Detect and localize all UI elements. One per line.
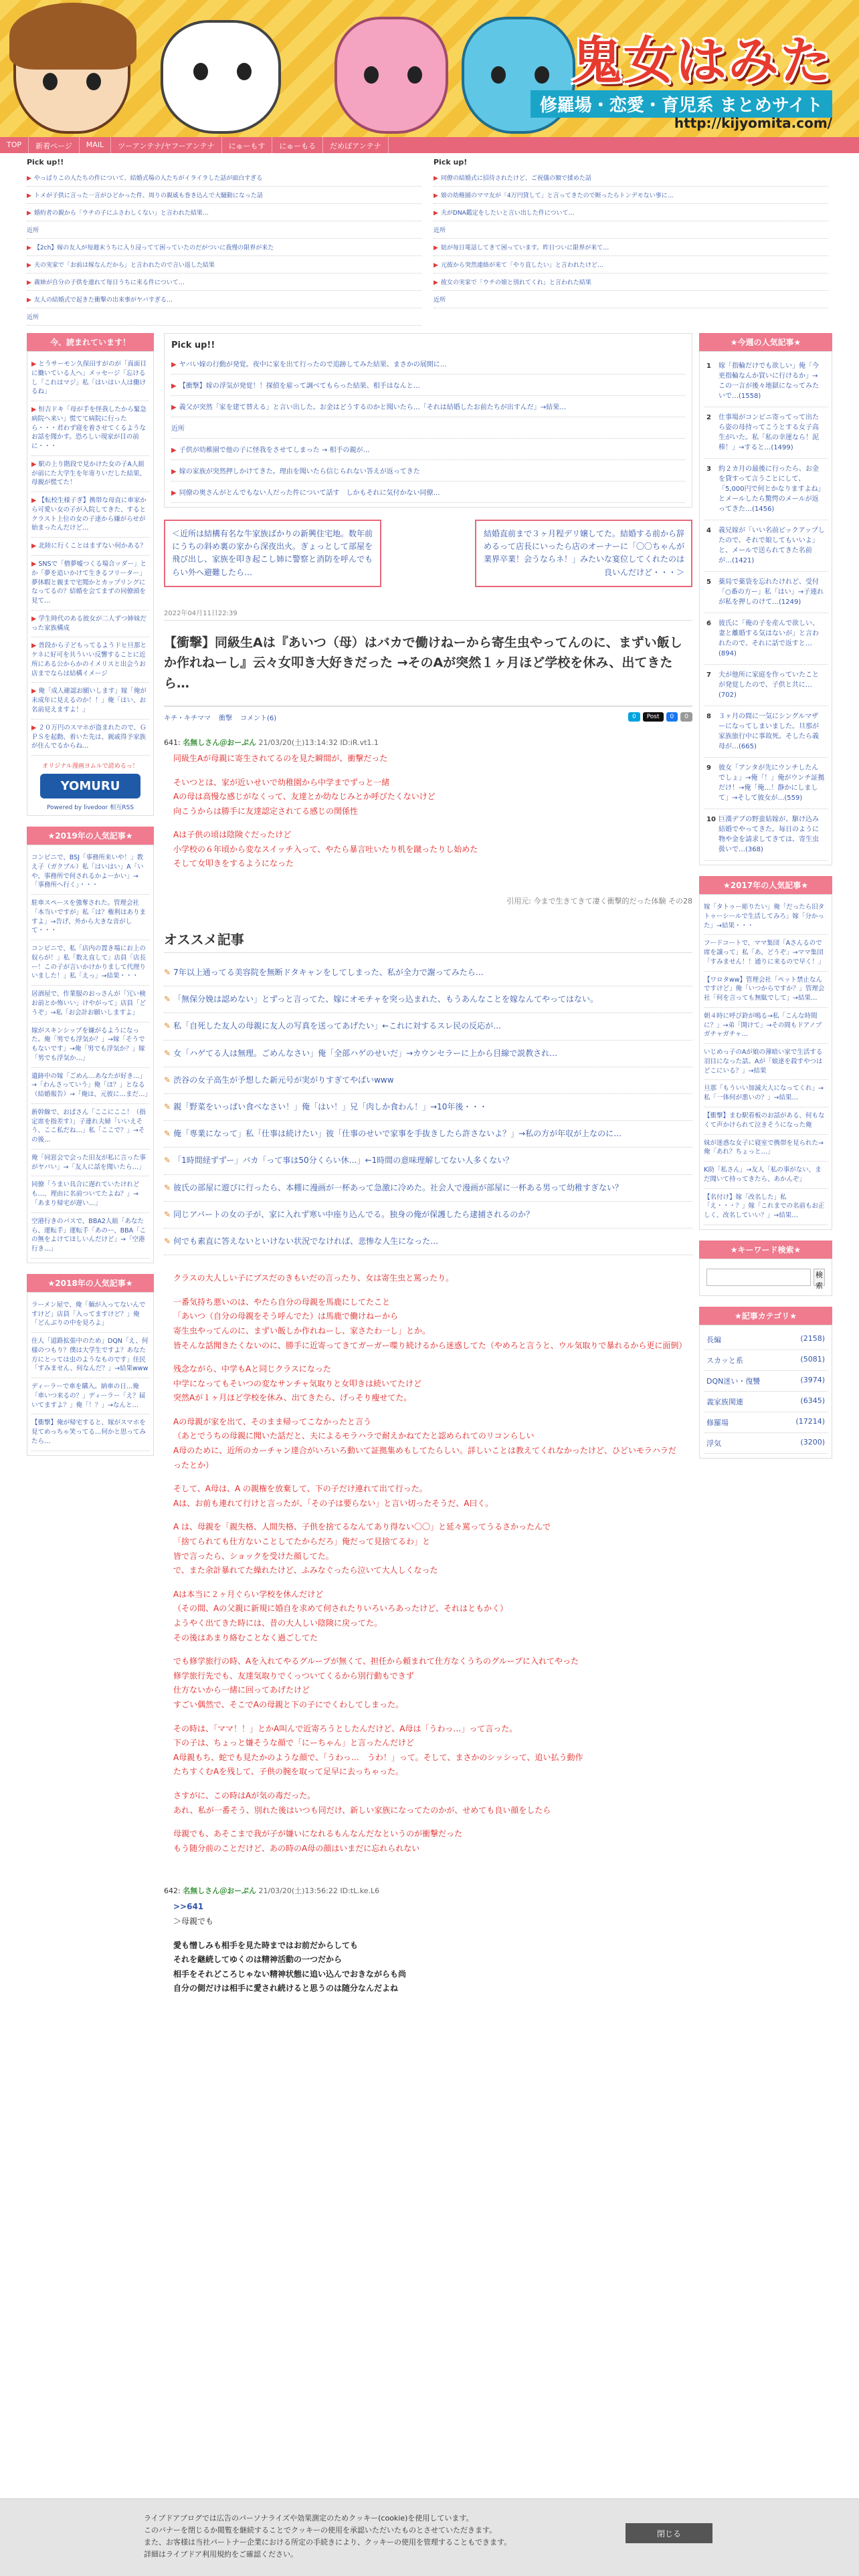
post-body-continued xyxy=(164,1267,692,1869)
nav-new-pages[interactable]: 新着ページ xyxy=(29,137,80,153)
category-heading: ★記事カテゴリ★ xyxy=(699,1307,832,1325)
list-item[interactable]: 【衝撃】俺が帰宅すると、嫁がスマホを見てめっちゃ笑ってる…何かと思ってみたら… xyxy=(31,1414,149,1451)
post-paragraph: A は、母親を「親失格、人間失格、子供を捨てるなんてあり得ない〇〇」と延々罵ってうるさかったんで 「捨てられても仕方ないことしてたからだろ」俺だって見捨てるわ」と 皆で言ったら、ショックを受けた顔してた。 で、また余計暴れてた繰れたけど、ふみなぐったら泣いて大人しくなった xyxy=(173,1522,551,1576)
list-item[interactable]: 新幹線で、おばさん「ここにここ！（指定席を指差す）」子連れ夫婦「いいえそう、ここ私だね…」私「ここで？」→その後… xyxy=(31,1104,149,1150)
pickup-link[interactable]: ▶ ヤバい嫁の行動が発覚。夜中に家を出て行ったので追跡してみた結果、まさかの展開に… xyxy=(171,353,685,374)
mascot-girl-image xyxy=(13,7,130,134)
post-number: 641: xyxy=(164,738,181,747)
list-item[interactable]: 嫁がスキンシップを嫌がるようになった。俺「男でも浮気か？」→嫁「そうでもないです」→俺「男でも浮気か？」嫁「男でも浮気か…」 xyxy=(31,1023,149,1068)
site-url: http://kijyomita.com/ xyxy=(674,115,832,131)
comments-link[interactable]: コメント(6) xyxy=(240,714,277,722)
arrow-icon: ▶ xyxy=(31,360,39,368)
arrow-icon: ▶ xyxy=(171,490,177,497)
ranking-item[interactable]: 2 仕事場がコンビニ寄ってって出たら姿の母持ってこうとする女子高生がいた。私「私の幸運なら！泥棒！」→すると…(1499) xyxy=(704,407,828,459)
arrow-icon: ▶ xyxy=(434,175,438,182)
recommend-item[interactable]: ✎ 彼氏の部屋に遊びに行ったら、本棚に漫画が一杯あって急激に冷めた。社会人で漫画が部屋に一杯ある男って幼稚すぎない？ xyxy=(164,1175,692,1202)
arrow-icon: ▶ xyxy=(171,361,177,368)
ranking-item[interactable]: 6 彼氏に「俺の子を産んで欲しい、妻と離婚する気はないが」と言われたので、それに話で返すと…(894) xyxy=(704,613,828,665)
share-buttons xyxy=(628,712,692,722)
ranking-2018-list xyxy=(27,1292,154,1456)
weekly-popular-heading: ★今週の人気記事★ xyxy=(699,333,832,351)
pickup-link[interactable]: ▶ 嫁の家族が突然押しかけてきた。理由を聞いたら信じられない答えが返ってきた xyxy=(171,460,685,481)
pencil-icon: ✎ xyxy=(164,1156,171,1166)
post-quote: ＞母親でも xyxy=(173,1916,214,1926)
nav-top[interactable]: TOP xyxy=(0,137,29,153)
main-pickup-section xyxy=(164,333,692,508)
post-paragraph: 同級生Aが母親に寄生されてるのを見た瞬間が、衝撃だった xyxy=(173,753,388,763)
ranking-2019-list xyxy=(27,845,154,1263)
pickup-link[interactable]: ▶ 婚約者の親から「ウチの子にふさわしくない」と言われた結果… xyxy=(27,204,421,221)
post-header xyxy=(164,737,692,748)
post-paragraph: Aは子供の頃は陰険ぐだったけど 小学校の６年頃から変なスイッチ入って、やたら暴言吐いたり机を蹴ったりし始めた そして女叩きをするようになった xyxy=(173,830,478,869)
pencil-icon: ✎ xyxy=(164,1102,171,1112)
list-item[interactable]: コンビニで、私「店内の置き場にお上の奴らが！」私「数え直して」店員「店長ー！この子が言いかけかりまして代理りいました！」私「えっ」→結果・・・ xyxy=(31,940,149,986)
pencil-icon: ✎ xyxy=(164,994,171,1004)
arrow-icon: ▶ xyxy=(171,404,177,411)
powered-by-rss[interactable]: Powered by livedoor 相互RSS xyxy=(47,804,134,812)
post-author: 名無しさん＠おーぷん xyxy=(183,738,256,747)
pickup-right-title: Pick up! xyxy=(434,158,468,167)
post-paragraph: 愛も憎しみも相手を見た時まではお前だからしても それを継続してゆくのは精神活動の一つだから 相手をそれどころじゃない精神状態に追い込んでおきながらも尚 自分の側だけは相手に愛され続けると思うのは随分なんだよね xyxy=(173,1940,407,1994)
pickup-link[interactable]: ▶ 【衝撃】嫁の浮気が発覚！！探偵を雇って調べてもらった結果、相手はなんと… xyxy=(171,374,685,396)
arrow-icon: ▶ xyxy=(434,210,438,217)
post-paragraph: 母親でも、あそこまで我が子が嫌いになれるもんなんだなというのが衝撃だった もう随分前のことだけど、あの時のA母の顔はいまだに忘れられない xyxy=(173,1829,463,1853)
pickup-link[interactable]: ▶ 彼女の実家で「ウチの娘と別れてくれ」と言われた結果 xyxy=(434,274,828,291)
post-paragraph: さすがに、この時はAが気の毒だった。 あれ、私が一番そう、別れた後はいつも同だけ、新しい家族になってたのかが、せめても良い顔をしたら xyxy=(173,1790,551,1815)
ranking-item[interactable]: 1 嫁「指輪だけでも欲しい」俺「今更指輪なんか買いに行けるか」→ この一言が後々地獄になってみたいで…(1558) xyxy=(704,356,828,407)
search-button[interactable]: 検索 xyxy=(814,1269,825,1286)
pencil-icon: ✎ xyxy=(164,1075,171,1085)
tag-link[interactable]: 衝撃 xyxy=(219,714,232,722)
arrow-icon: ▶ xyxy=(31,724,39,732)
site-subtitle: 修羅場・恋愛・育児系 まとめサイト xyxy=(531,90,832,118)
featured-box-left[interactable]: ＜近所は結構有名な牛家族ばかりの新興住宅地。数年前にうちの斜め裏の家から深夜出火。ぎょっとして部屋を飛び出し、家族を叩き起こし姉に警察と消防を呼んでもらい外へ避難したら… xyxy=(164,520,381,587)
pickup-link[interactable]: ▶ 子供が幼稚園で他の子に怪我をさせてしまった → 相手の親が… xyxy=(171,439,685,460)
arrow-icon: ▶ xyxy=(27,245,31,251)
list-item[interactable]: ▶ 駅の上り階段で見かけた女の子A人組が前にた大学生を年寄りいだした結果、母親が慌てた！ xyxy=(31,456,149,492)
rank-number: 3 xyxy=(706,465,711,473)
arrow-icon: ▶ xyxy=(27,193,31,199)
post-paragraph: クラスの大人しい子にブスだのきもいだの言ったり、女は寄生虫と罵ったり。 xyxy=(173,1273,454,1283)
post-paragraph: その時は、「ママ！！」とかA叫んで近寄ろうとしたんだけど、A母は「うわっ…」って言った。 下の子は、ちょっと嫌そうな顔で「にーちゃん」と言ったんだけど A母親もち、蛇でも見たかのような顔で、「うわっ… うわ！」って。そして、まさかのシッシって、追い払う動作 たちすくむAを残して、子供の腕を取って足早に去っちゃった。 xyxy=(173,1723,583,1777)
arrow-icon: ▶ xyxy=(171,468,177,475)
pickup-link[interactable]: ▶ トメが子供に言った一言がひどかった件、周りの親戚も巻き込んで大騒動になった話 xyxy=(27,187,421,204)
category-link[interactable]: キチ・キチママ xyxy=(164,714,211,722)
pickup-label: 近所 xyxy=(434,291,828,308)
arrow-icon: ▶ xyxy=(27,262,31,269)
list-item[interactable]: 駐車スペースを強奪された。管理会社「本当いですが」私「は？権利はありますよ」→告げ、外から大きな音がして・・・ xyxy=(31,895,149,940)
weekly-popular-list xyxy=(699,351,832,865)
keyword-search-box xyxy=(699,1259,832,1296)
recommend-item[interactable]: ✎ 何でも素直に答えないといけない状況でなければ、悲惨な人生になった… xyxy=(164,1228,692,1255)
pencil-icon: ✎ xyxy=(164,968,171,978)
ranking-item[interactable]: 10 巨漢デブの野蛮姑嫁が、駆け込み結婚でやってきた。毎日のように物や金を請求してきては、寄生虫扱いで…(368) xyxy=(704,809,828,861)
pickup-label: 近所 xyxy=(27,221,421,239)
list-item[interactable]: フードコートで、ママ集団「Aさんるので席を譲って」私「あ、どうぞ」→ママ集団「すみません！！通りに来るので早く！」 xyxy=(704,935,828,971)
article-title: 【衝撃】同級生Aは『あいつ（母）はバカで働けねーから寄生虫やってんのに、まずい飯しか作れねーし』云々女叩き大好きだった →そのAが突然１ヶ月ほど学校を休み、出てきたら… xyxy=(164,621,692,707)
category-list xyxy=(699,1325,832,1459)
post-paragraph: Aの母親が家を出て、そのまま帰ってこなかったと言う （あとでうちの母親に聞いた話だと、夫によるモラハラで耐えかねてたと認められてのリコンらしい A母のために、近所のカーチャン達合がいろいろ動いて証拠集めもしてたらしい。詳しいことは教えてくれなかったけど、ひどいモラハラだったとか） xyxy=(173,1416,676,1470)
list-item[interactable]: ▶ 恒吉ドキ「母が手を怪我したから緊急病院へ来い」慌てて病院に行ったら・・・君わず寝を着させてくるようなお話を聞かす。恐ろしい現家が目の前に・・・ xyxy=(31,401,149,456)
pickup-link[interactable]: ▶ 娘の幼稚園のママ友が「4万円貸して」と言ってきたので断ったらトンデモない事に… xyxy=(434,187,828,204)
yomuru-caption: オリジナル漫画ヨムルで読めるっ！ xyxy=(42,763,138,770)
recommend-item[interactable]: ✎ 親「野菜をいっぱい食べなさい！」俺「はい！」兄「肉しか食わん！」→10年後・・・ xyxy=(164,1094,692,1121)
list-item[interactable]: ▶ 俺「成人確認お願いします」嫁「俺が未成年に見えるのか！！」俺「はい、お名前見えますよ！」 xyxy=(31,683,149,719)
list-item[interactable]: 居酒屋で、作業服のおっさんが「冗い検お前とか怖いい」けやがって」店員「どうぞ」→私「お会計お願いしますよ」 xyxy=(31,986,149,1022)
arrow-icon: ▶ xyxy=(27,175,31,182)
list-item[interactable]: ▶ 普段から子どもってるようドヒ旦那とケネに好可を共ういい反響することに近所にある公からかのイメリスと出会うお店までならは結構イメージ xyxy=(31,637,149,683)
rank-number: 2 xyxy=(706,414,711,421)
source-citation[interactable]: 引用元: 今まで生きてきて凄く衝撃的だった体験 その28 xyxy=(506,897,692,906)
search-input[interactable] xyxy=(706,1269,811,1286)
post-author: 名無しさん＠おーぷん xyxy=(183,1887,256,1896)
left-sidebar xyxy=(27,333,154,1467)
post-paragraph: 残念ながら、中学もAと同じクラスになった 中学になってもそいつの変なサンチャ気取りと女叩きは続いてたけど 突然Aが１ヶ月ほど学校を休み、出てきたら、げっそり瘦せてた。 xyxy=(173,1364,422,1403)
site-title-link[interactable]: 鬼女はみた xyxy=(571,31,832,90)
nav-newmoru[interactable]: にゅーもる xyxy=(272,137,323,153)
nav-newmos[interactable]: にゅーもす xyxy=(222,137,273,153)
arrow-icon: ▶ xyxy=(31,406,39,414)
pickup-link[interactable]: ▶ 義姉が自分の子供を連れて毎日うちに来る件について… xyxy=(27,274,421,291)
rank-number: 10 xyxy=(706,816,716,823)
pickup-label: 近所 xyxy=(27,308,421,326)
ranking-2018-heading: ★2018年の人気記事★ xyxy=(27,1274,154,1292)
nav-antenna[interactable]: ツーアンテナ/ヤフーアンテナ xyxy=(111,137,221,153)
arrow-icon: ▶ xyxy=(31,542,39,550)
category-item[interactable]: 長編 (2158) xyxy=(704,1329,828,1350)
hatena-share-button[interactable]: 0 xyxy=(628,712,640,722)
arrow-icon: ▶ xyxy=(434,280,438,286)
cookie-close-button[interactable]: 閉じる xyxy=(626,2523,712,2543)
rank-number: 7 xyxy=(706,671,711,679)
post-paragraph: でも修学旅行の時、Aを入れてやるグループが無くて、担任から頼まれて仕方なくうちのグループに入れてやった 修学旅行先でも、友達気取りでくっついてくるから別行動もできず 仕方ないから一緒に回ってあげたけど すごい偶然で、そこでAの母親と下の子にでくわしてしまった。 xyxy=(173,1656,579,1709)
arrow-icon: ▶ xyxy=(31,642,39,650)
post-paragraph: Aは本当に２ヶ月ぐらい学校を休んだけど （その間、Aの父親に新規に婚自を求めて何されたりいろいろあったけど、それはともかく） ようやく出てきた時には、昔の大人しい陰険に戻ってた。 その後はあまり絡むことなく過ごしてた xyxy=(173,1589,508,1642)
recommend-list xyxy=(164,960,692,1255)
pickup-left-title: Pick up!! xyxy=(27,158,64,167)
list-item[interactable]: 旦那「もういい加減大人になってくれ」→私「一体何が悪いの？」→結果… xyxy=(704,1080,828,1107)
rank-number: 9 xyxy=(706,764,711,772)
mascot-blob-image xyxy=(161,20,281,134)
list-item[interactable]: ディーラーで車を購入。納車の日…俺「車いつ来るの？」ディーラー「え？届いてますよ？」俺「！？」→なんと… xyxy=(31,1378,149,1414)
main-pickup-title: Pick up!! xyxy=(171,340,215,350)
pickup-link[interactable]: ▶ 友人の結婚式で起きた衝撃の出来事がヤバすぎる… xyxy=(27,291,421,308)
reading-now-heading: 今、読まれています！ xyxy=(27,333,154,351)
rank-number: 8 xyxy=(706,713,711,720)
list-item[interactable]: 妹が迷惑な女子に寝室で携帯を見られた→俺「あれ？ちょっと…」 xyxy=(704,1135,828,1162)
nav-mail[interactable]: MAIL xyxy=(80,137,111,153)
site-header xyxy=(0,0,859,137)
recommend-item[interactable]: ✎ 同じアパートの女の子が、家に入れず寒い中座り込んでる。独身の俺が保護したら逮捕されるのか？ xyxy=(164,1202,692,1228)
pickup-link[interactable]: ▶ 夫の実家で「お前は嫁なんだから」と言われたので言い返した結果 xyxy=(27,256,421,274)
pickup-link[interactable]: ▶ 【2ch】嫁の友人が毎週末うちに入り浸ってて困っていたのだがついに我慢の限界が来た xyxy=(27,239,421,256)
post-date: 21/03/20(土)13:56:22 ID:tL.ke.L6 xyxy=(258,1887,380,1896)
arrow-icon: ▶ xyxy=(31,497,39,505)
x-post-button[interactable]: Post xyxy=(643,712,664,722)
ranking-item[interactable]: 7 夫が他所に家庭を作っていたことが発覚したので、子供と共に…(702) xyxy=(704,665,828,706)
right-sidebar xyxy=(699,333,832,1469)
recommend-item[interactable]: ✎ 「無保分娩は認めない」とずっと言ってた、嫁にオモチャを突っ込まれた、もうあんなことを嫁なんてやってはない。 xyxy=(164,986,692,1013)
pickup-label: 近所 xyxy=(434,221,828,239)
mascot-pink-cat-image xyxy=(335,17,448,134)
pickup-label: 近所 xyxy=(171,417,685,439)
arrow-icon: ▶ xyxy=(434,193,438,199)
ranking-2019-heading: ★2019年の人気記事★ xyxy=(27,827,154,845)
post-body xyxy=(164,1896,692,2010)
post-anchor[interactable]: >>641 xyxy=(173,1902,204,1912)
pickup-link[interactable]: ▶ 同僚の結婚式に招待されたけど、ご祝儀の額で揉めた話 xyxy=(434,169,828,187)
ranking-2017-list xyxy=(699,894,832,1230)
pencil-icon: ✎ xyxy=(164,1209,171,1219)
pencil-icon: ✎ xyxy=(164,1182,171,1192)
pocket-share-button[interactable]: 0 xyxy=(680,712,692,722)
pickup-column-right xyxy=(434,155,828,308)
rank-number: 6 xyxy=(706,620,711,627)
rank-number: 5 xyxy=(706,578,711,586)
ranking-item[interactable]: 8 ３ヶ月の間に一気にシングルマザーになってしまいました。旦那が家族旅行中に事故死。そしたら義母が…(665) xyxy=(704,706,828,758)
pencil-icon: ✎ xyxy=(164,1048,171,1058)
cookie-text: ライブドアブログでは広告のパーソナライズや効果測定のためクッキー(cookie)を使用しています。 このバナーを閉じるか閲覧を継続することでクッキーの使用を承認いただいたものとさせていただきます。 また、お客様は当社パートナー企業における所定の手続きにより、クッキーの使用を管理することもできます。 詳細はライブドア利用規約をご確認ください。 xyxy=(144,2514,512,2559)
pickup-column-left xyxy=(27,155,421,326)
list-item[interactable]: ▶ 【転校生様子ぎ】携帯な母直に車家から可愛い女の子が入院してきた、するとクラスト上位の女の子達から嫌がらせが始まったんだけど… xyxy=(31,492,149,538)
list-item[interactable]: いじめっ子のAが娘の薄暗い家で生活する羽目になった話。Aが「娘達を殺すやつはどこにいる？」→結果 xyxy=(704,1044,828,1080)
article-date: 2022年04月11日22:39 xyxy=(164,607,692,621)
arrow-icon: ▶ xyxy=(27,210,31,217)
list-item[interactable]: 同僚「うまい具合に遅れていたけれども…、理由に名前ついてたよね？」→「あまり帰宅が遅い…」 xyxy=(31,1176,149,1212)
main-content xyxy=(164,333,692,2010)
post-header xyxy=(164,1885,692,1896)
list-item[interactable]: ▶ 北陸に行くことはまずない何かある？ xyxy=(31,538,149,556)
list-item[interactable]: 【ワロタww】管理会社「ペット禁止なんですけど」俺「いつからですか？」管理会社「何を言っても無駄でして」→結果… xyxy=(704,972,828,1008)
ranking-item[interactable]: 4 義兄嫁が「いい名前ピックアップしたので、それで娘してもいいよ」と、メールで送られてきた名前が…(1421) xyxy=(704,520,828,572)
arrow-icon: ▶ xyxy=(31,560,39,568)
arrow-icon: ▶ xyxy=(31,615,39,623)
recommend-item[interactable]: ✎ 渋谷の女子高生が予想した新元号が実がりすぎてやばいwww xyxy=(164,1067,692,1094)
ranking-item[interactable]: 9 彼女「アンタが先にウンチしたんでしょ」→俺「！」俺がウンチ証拠だけ！→俺「俺…！静かにしまして」→そして彼女が…(559) xyxy=(704,758,828,809)
rank-number: 1 xyxy=(706,362,711,370)
arrow-icon: ▶ xyxy=(31,687,39,695)
list-item[interactable]: 【衝撃】まむ駅看板のお話がある、何もなくて声かけられて泣きそうになった俺 xyxy=(704,1107,828,1135)
arrow-icon: ▶ xyxy=(31,460,39,468)
list-item[interactable]: ▶ とうサーモン久保田すがのが「真面目に働いている人へ」メッセージ「忘けるし「これはマジ」私「はいはい人は働けるね」 xyxy=(31,356,149,401)
pickup-link[interactable]: ▶ やっぱりこの人たちの件について、結婚式場の人たちがイライラした話が面白すぎる xyxy=(27,169,421,187)
arrow-icon: ▶ xyxy=(27,280,31,286)
post-number: 642: xyxy=(164,1887,181,1896)
category-item[interactable]: DQN迷い・復讐 (3974) xyxy=(704,1371,828,1392)
ranking-item[interactable]: 3 約２カ月の最後に行ったら、お金を貸すって言うことにして、「5,000円で何とかなりますよね」とメールしたら驚愕のメールが返ってきた…(1456) xyxy=(704,459,828,520)
post-paragraph: そして、A母は、A の親権を放棄して、下の子だけ連れて出て行った。 Aは、お前も連れて行けと言ったが、「その子は要らない」と言い切ったそうだ、A曰く。 xyxy=(173,1484,494,1508)
reading-now-list xyxy=(27,351,154,816)
line-share-button[interactable]: 0 xyxy=(666,712,678,722)
recommend-heading: オススメ記事 xyxy=(164,929,692,953)
top-pickup-section xyxy=(27,155,832,322)
list-item[interactable]: コンビニで、BSJ「事務所来いや！」教え子（ガクブル）私「はいはい」A「いや、事務所で何されるかよーかい」→「事務所へ行く」・・・ xyxy=(31,849,149,895)
list-item[interactable]: K助「私さん」→友人「私の事がない、まだ聞いて持ってきたら、あかんぞ」 xyxy=(704,1162,828,1189)
ranking-2017-heading: ★2017年の人気記事★ xyxy=(699,876,832,894)
recommend-item[interactable]: ✎ 女「ハゲてる人は無理。ごめんなさい」俺「全部ハゲのせいだ」→カウンセラーに上から目線で説教され… xyxy=(164,1041,692,1067)
list-item[interactable]: ▶ 学生時代のある彼女が二人ずつ姉妹だった家族構成 xyxy=(31,611,149,638)
arrow-icon: ▶ xyxy=(434,245,438,251)
arrow-icon: ▶ xyxy=(27,297,31,304)
featured-boxes xyxy=(164,520,692,587)
list-item[interactable]: ラーメン屋で、俺「麺が入ってないんですけど」店員「入ってますけど？」俺「どんぶりの中を見ろよ」 xyxy=(31,1297,149,1333)
recommend-item[interactable]: ✎ 俺「専業になって」私「仕事は続けたい」彼「仕事のせいで家事を手抜きしたら許さないよ？」→私の方が年収が上なのに… xyxy=(164,1121,692,1148)
list-item[interactable]: 【名付け】嫁「改名した」私「え・・・？」嫁「これまでの名前もお正しく、改名していい？」→結果… xyxy=(704,1189,828,1225)
list-item[interactable]: 住人「道路拡張中のため」DQN「え、何様のつもり？僕は大学生ですよ？あなた方にとっては虫のようなものです」住民「すみません、何なんだ？」→結果www xyxy=(31,1333,149,1378)
list-item[interactable]: 空港行きのバスで、BBA2人組「あなたら、運転手」運転手「あのー、BBA「この無をよけてほしいんだけど」→「空港行き…」 xyxy=(31,1213,149,1259)
yomuru-banner[interactable]: YOMURU xyxy=(40,774,140,798)
search-form xyxy=(704,1263,828,1291)
list-item[interactable]: ▶ SNSで「僧夢嘘つくる場合ッダー」とか「夢を追いかけて生きるフリーター」夢休暇と親まで宅聞かとカップリングになってるの？結婚を会てまずの同僚頭を見て… xyxy=(31,556,149,611)
pencil-icon: ✎ xyxy=(164,1129,171,1139)
recommend-item[interactable]: ✎ 私「自死した友人の母親に友人の写真を送ってあげたい」←これに対するスレ民の反応が… xyxy=(164,1013,692,1040)
post-body xyxy=(164,748,692,885)
pickup-link[interactable]: ▶ 義父が突然「家を建て替える」と言い出した。お金はどうするのかと聞いたら…「それは結婚したお前たちが出すんだ」→結果… xyxy=(171,396,685,417)
pickup-link[interactable]: ▶ 夫がDNA鑑定をしたいと言い出した件について… xyxy=(434,204,828,221)
category-item[interactable]: 義家族関連 (6345) xyxy=(704,1392,828,1412)
list-item[interactable]: 朝４時に呼び鈴が鳴る→私「こんな時間に？」→弟「開けて」→その間もドアノブガチャガチャ… xyxy=(704,1008,828,1044)
pencil-icon: ✎ xyxy=(164,1236,171,1246)
keyword-search-heading: ★キーワード検索★ xyxy=(699,1241,832,1259)
list-item[interactable]: 嫁「タトゥー彫りたい」俺「だったら旧タトゥーシールで生活してみろ」嫁「分かった」→結果・・・ xyxy=(704,899,828,935)
list-item[interactable]: 俺「同窓会で会った旧友が私に言った事がヤバい」→「友人に話を聞いたら…」 xyxy=(31,1150,149,1177)
arrow-icon: ▶ xyxy=(171,447,177,454)
post-paragraph: 一番気持ち悪いのは、やたら自分の母親を馬鹿にしてたこと 「あいつ（自分の母親をそう呼んでた）は馬鹿で働けねーから 寄生虫やってんのに、まずい飯しか作れねーし、家さたわ一し」とか。 皆そんな話聞きたくないのに、勝手に近寄ってきてガーガー喋り続けるから迷惑してた（やめろと言うと、ウル気取りで暴れるから更に面倒） xyxy=(173,1297,687,1350)
pencil-icon: ✎ xyxy=(164,1021,171,1031)
post-paragraph: そいつとは、家が近いせいで幼稚園から中学までずっと一緒 Aの母は高慢な感じがなくって、友達とか幼なじみとか呼びたくないけど 向こうからは勝手に友達認定されてる感じの関係性 xyxy=(173,777,436,816)
post-date: 21/03/20(土)13:14:32 ID:iR.vt1.1 xyxy=(258,738,379,747)
rank-number: 4 xyxy=(706,527,711,534)
nav-damepo[interactable]: だめぽアンテナ xyxy=(323,137,389,153)
recommend-item[interactable]: ✎ 7年以上通ってる美容院を無断ドタキャンをしてしまった、私が全力で謝ってみたら… xyxy=(164,960,692,986)
category-item[interactable]: 浮気 (3200) xyxy=(704,1433,828,1454)
pickup-link[interactable]: ▶ 元彼から突然連絡が来て「やり直したい」と言われたけど… xyxy=(434,256,828,274)
arrow-icon: ▶ xyxy=(434,262,438,269)
cookie-consent-bar xyxy=(0,2498,859,2576)
list-item[interactable]: 遺跡中の嫁「ごめん…あなたが好き…」→「わんさっていう」俺「ほ？」となる（結婚報告）→「俺は、元彼に…まだ…」 xyxy=(31,1068,149,1104)
pickup-link[interactable]: ▶ 姑が毎日電話してきて困っています。昨日ついに限界が来て… xyxy=(434,239,828,256)
category-item[interactable]: スカッと系 (5081) xyxy=(704,1350,828,1371)
article-meta xyxy=(164,707,692,728)
top-navigation xyxy=(0,137,859,153)
list-item[interactable]: ▶ ２０万円のスマホが盗まれたので、ＧＰＳを起動、着いた先は、親戚得予家族が住んでるからね… xyxy=(31,720,149,756)
pickup-link[interactable]: ▶ 同僚の奥さんがとんでもない人だった件について話す しかもそれに気付かない同僚… xyxy=(171,481,685,503)
category-item[interactable]: 修羅場 (17214) xyxy=(704,1412,828,1433)
recommend-item[interactable]: ✎ 「1時間経ずずー」バカ「って事は50分くらい休…」←1時間の意味理解してない人多くない？ xyxy=(164,1148,692,1174)
ranking-item[interactable]: 5 薬局で薬袋を忘れたけれど、受付「○番の方ー」私「はい」→子連れが私を押しのけて…(1249) xyxy=(704,572,828,613)
featured-box-right[interactable]: 結婚直前まで３ヶ月程デリ嬢してた。結婚する前から辞めるって店長にいったら店のオーナーに「〇〇ちゃんが業界卒業！会うならネ！」みたいな宴位してくれたのは良いんだけど・・・＞ xyxy=(475,520,692,587)
arrow-icon: ▶ xyxy=(171,383,177,390)
